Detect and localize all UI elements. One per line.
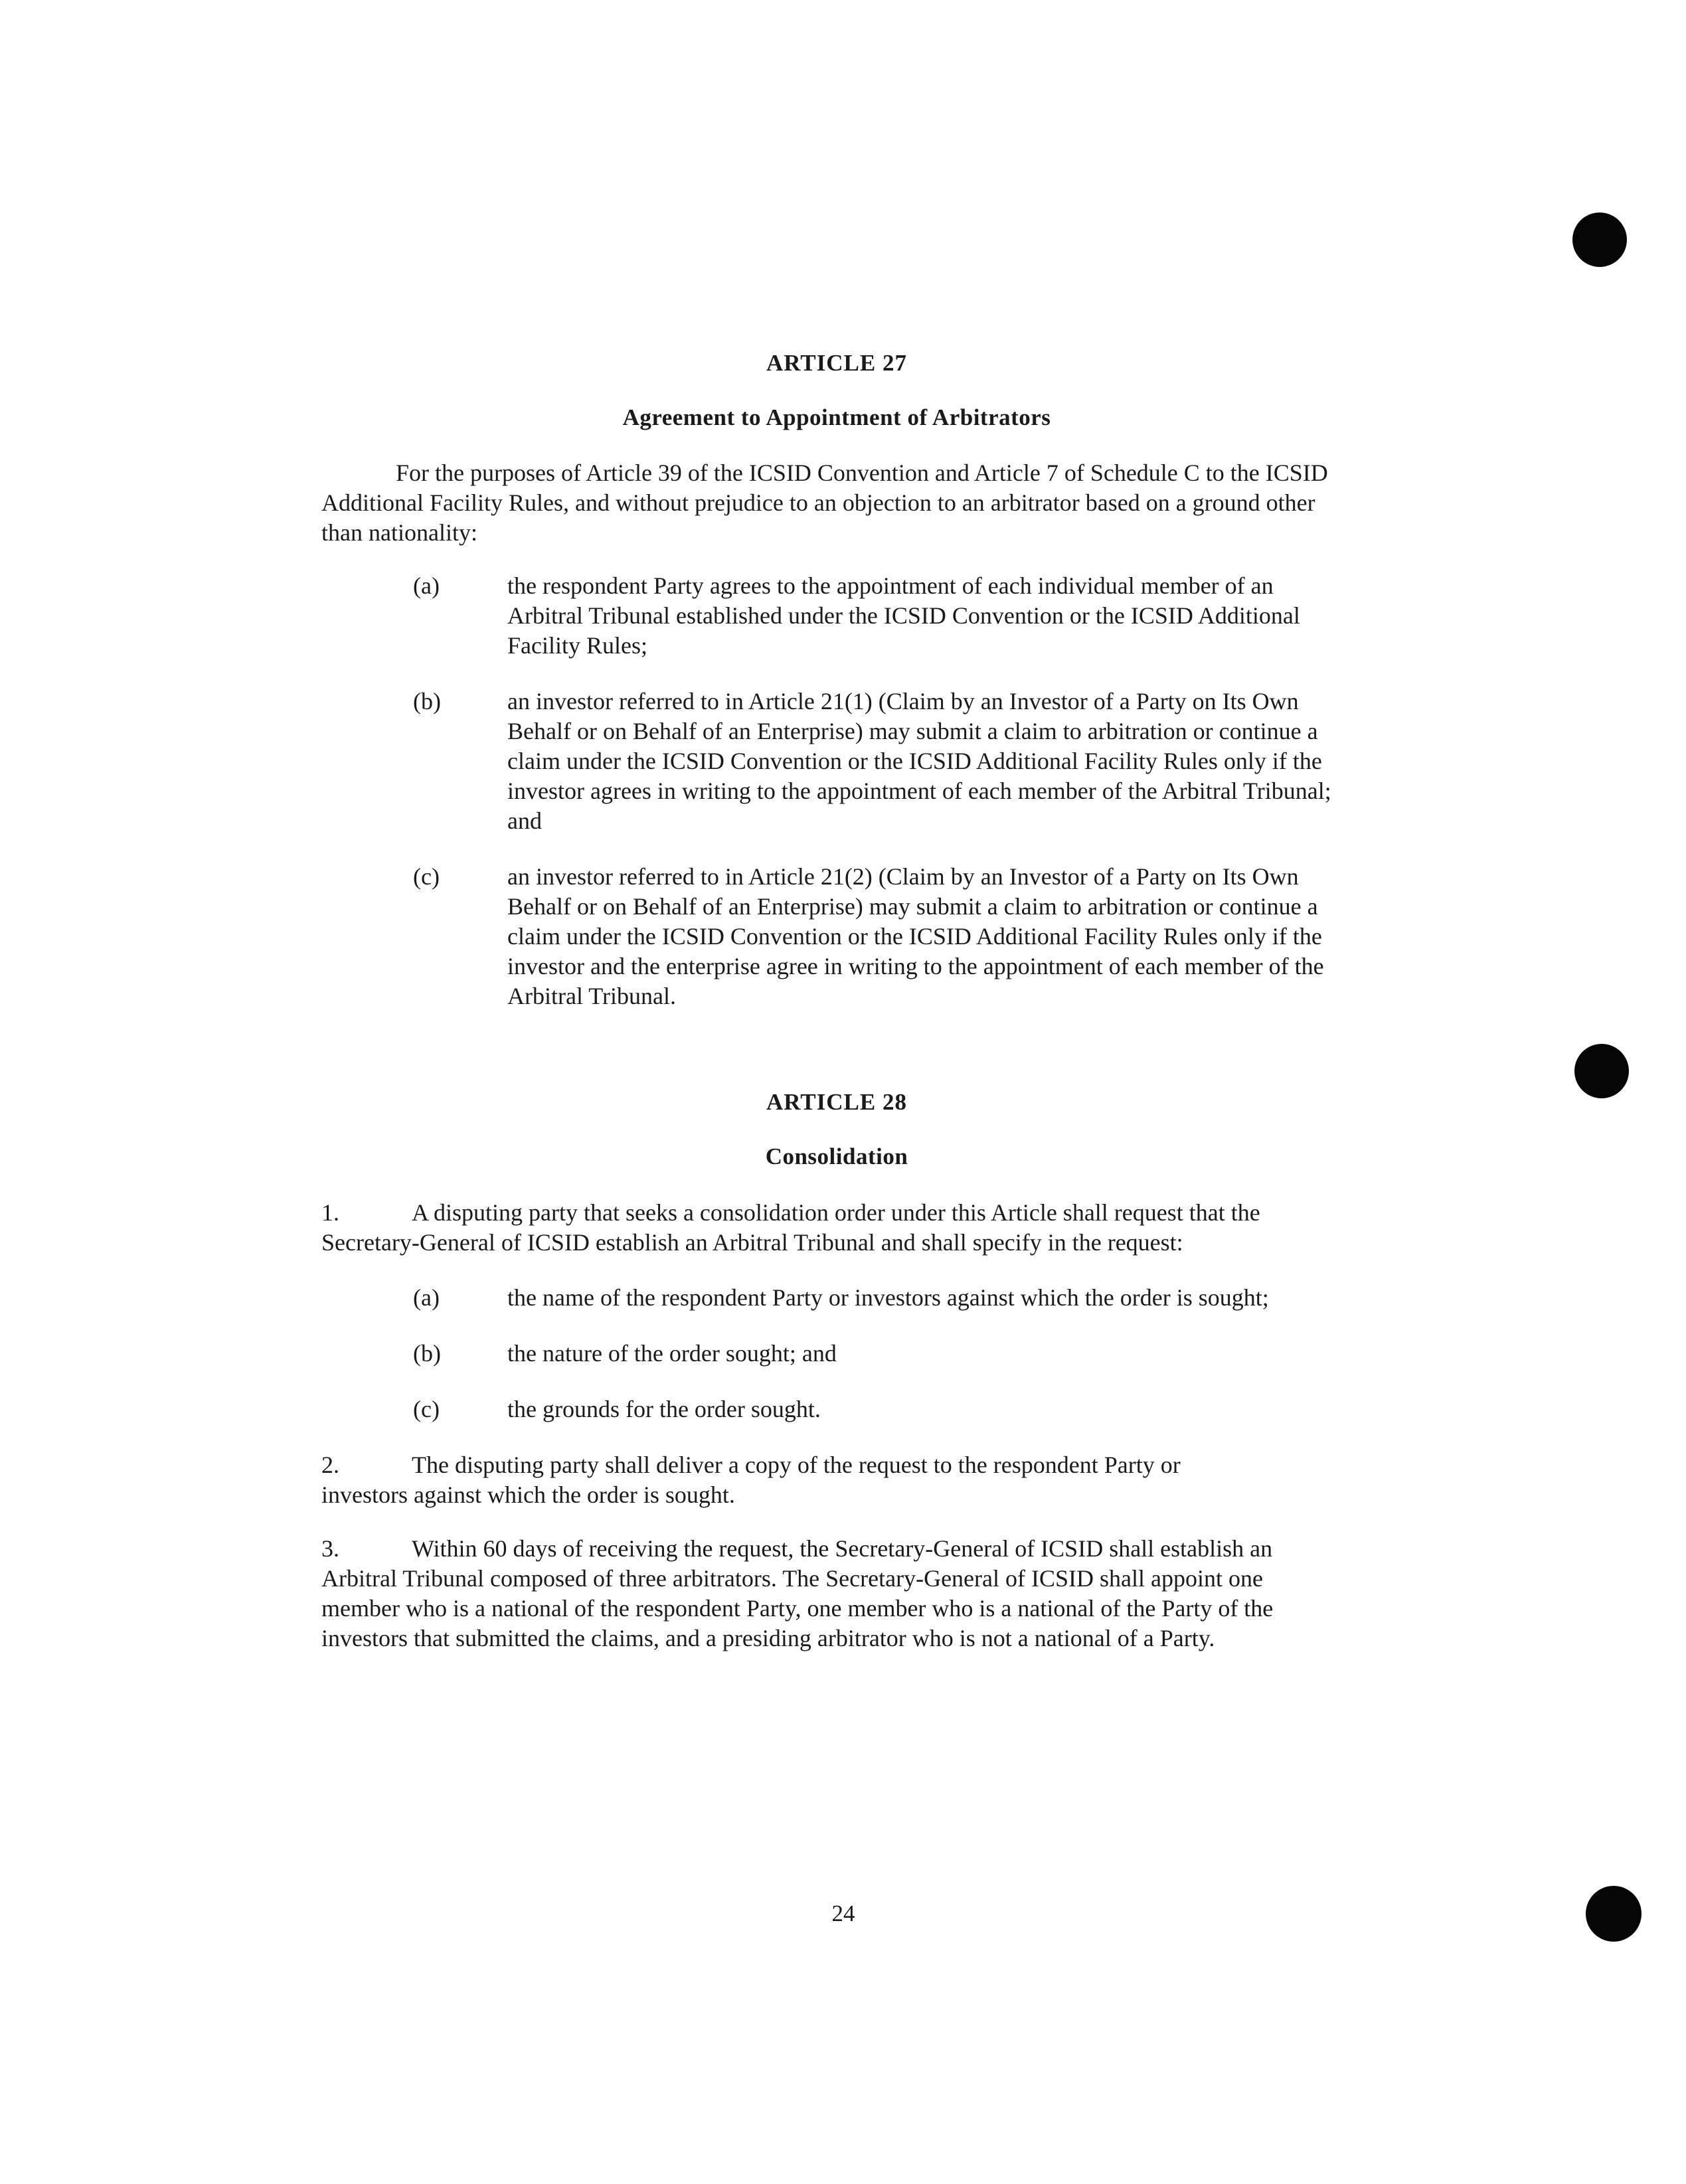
- item-label: (c): [413, 863, 440, 890]
- article-27-title: Agreement to Appointment of Arbitrators: [622, 404, 1051, 430]
- paragraph-number: 3.: [321, 1535, 339, 1562]
- item-label: (b): [413, 1340, 441, 1367]
- article-28-paragraph-1: [321, 1198, 1344, 1258]
- item-label: (b): [413, 688, 441, 714]
- item-text: an investor referred to in Article 21(1) (Claim by an Investor of a Party on Its Own Behalf or on Behalf of an Enterprise) may submit a claim to arbitration or continue a claim under the ICSID Convention or the ICSID Additional Facility Rules only if the investor agrees in writing to the appointment of each member of the Arbitral Tribunal; and: [507, 688, 1331, 834]
- punch-hole-bottom: [1586, 1886, 1642, 1942]
- paragraph-number: 1.: [321, 1199, 339, 1226]
- punch-hole-top: [1572, 212, 1627, 267]
- page-number: 24: [831, 1900, 855, 1926]
- item-label: (c): [413, 1396, 440, 1422]
- paragraph-text: The disputing party shall deliver a copy of the request to the respondent Party or investors against which the order is sought.: [321, 1452, 1181, 1508]
- item-label: (a): [413, 572, 440, 599]
- paragraph-number: 2.: [321, 1452, 339, 1478]
- article-28-title: Consolidation: [765, 1143, 908, 1169]
- item-text: the respondent Party agrees to the appointment of each individual member of an Arbitral Tribunal established under the ICSID Convention or the ICSID Additional Facility Rules;: [507, 572, 1300, 659]
- item-text: the nature of the order sought; and: [507, 1340, 837, 1367]
- article-28-paragraph-2: [321, 1450, 1264, 1510]
- paragraph-text: A disputing party that seeks a consolidation order under this Article shall request that the Secretary-General of ICSID establish an Arbitral Tribunal and shall specify in the request:: [321, 1199, 1260, 1256]
- article-27-heading: ARTICLE 27: [766, 350, 907, 376]
- article-28-heading: ARTICLE 28: [766, 1089, 907, 1115]
- punch-hole-middle: [1574, 1044, 1629, 1098]
- item-text: the grounds for the order sought.: [507, 1396, 821, 1422]
- article-27-intro: For the purposes of Article 39 of the ICSID Convention and Article 7 of Schedule C to the ICSID Additional Facility Rules, and without prejudice to an objection to an arbitrator based on a ground other than nationality:: [321, 460, 1328, 546]
- item-label: (a): [413, 1284, 440, 1311]
- paragraph-text: Within 60 days of receiving the request, the Secretary-General of ICSID shall establish an Arbitral Tribunal composed of three arbitrators. The Secretary-General of ICSID shall appoint one member who is a national of the respondent Party, one member who is a national of the Party of the investors that submitted the claims, and a presiding arbitrator who is not a national of a Party.: [321, 1535, 1274, 1651]
- article-28-paragraph-3: [321, 1534, 1331, 1653]
- item-text: an investor referred to in Article 21(2) (Claim by an Investor of a Party on Its Own Behalf or on Behalf of an Enterprise) may submit a claim to arbitration or continue a claim under the ICSID Convention or the ICSID Additional Facility Rules only if the investor and the enterprise agree in writing to the appointment of each member of the Arbitral Tribunal.: [507, 863, 1324, 1009]
- item-text: the name of the respondent Party or investors against which the order is sought;: [507, 1284, 1269, 1311]
